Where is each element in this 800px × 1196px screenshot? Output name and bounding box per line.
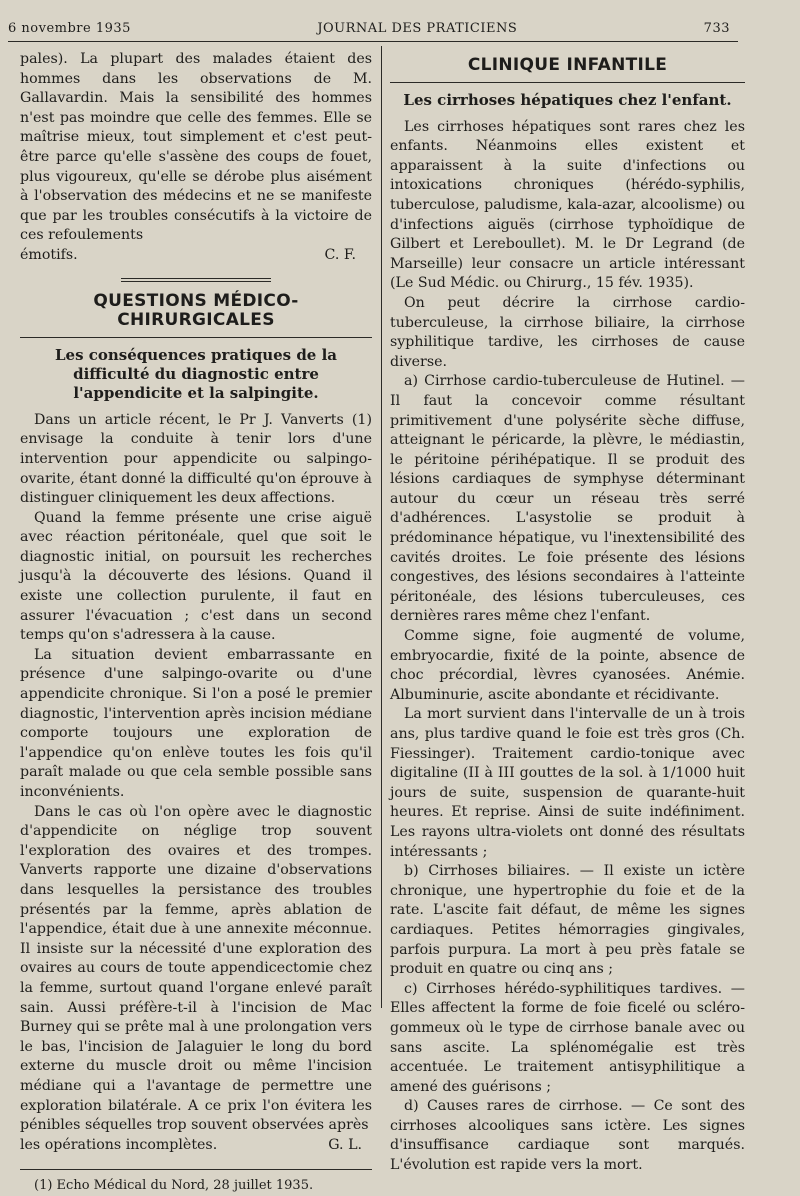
journal-name: JOURNAL DES PRATICIENS: [317, 20, 518, 36]
paragraph: Dans un article récent, le Pr J. Vanverts (1) envisage la conduite à tenir lors d'une intervention pour appendicite ou salpingo-ovarite, étant donné la difficulté qu'on éprouve à distinguer cliniquement les deux affections.: [20, 411, 372, 507]
right-column: [390, 50, 745, 1176]
page-number: 733: [703, 20, 730, 36]
paragraph: La situation devient embarrassante en présence d'une salpingo-ovarite ou d'une appendicite chronique. Si l'on a posé le premier diagnostic, l'intervention après incision médiane comporte toujours une exploration de l'appendice qu'on enlève toutes les fois qu'il paraît malade ou que cela semble possible sans inconvénients.: [20, 646, 372, 800]
intro-last-line: émotifs.: [20, 246, 78, 263]
section-title-questions: QUESTIONS MÉDICO-CHIRURGICALES: [93, 290, 299, 331]
paragraph: a) Cirrhose cardio-tuberculeuse de Hutinel. — Il faut la concevoir comme résultant primitivement d'une polysérite sèche diffuse, atteignant le péricarde, la plèvre, le médiastin, le péritoine périhépatique. Il se produit des lésions cardiaques de symphyse déterminant autour du cœur un réseau très serré d'adhérences. L'asystolie se produit à prédominance hépatique, vu l'inextensibilité des cavités droites. Le foie présente des lésions congestives, des lésions secondaires à l'atteinte péritonéale, des lésions tuberculeuses, ces dernières rares même chez l'enfant.: [390, 373, 745, 625]
article-closing-line: [20, 1136, 372, 1156]
paragraph: Les cirrhoses hépatiques sont rares chez les enfants. Néanmoins elles existent et apparaissent à la suite d'infections ou intoxications chroniques (hérédo-syphilis, tuberculose, paludisme, kala-azar, alcoolisme) ou d'infections aiguës (cirrhose typhoïdique de Gilbert et Lereboullet). M. le Dr Legrand (de Marseille) leur consacre un article intéressant (Le Sud Médic. ou Chirurg., 15 fév. 1935).: [390, 118, 745, 292]
signature: G. L.: [328, 1136, 362, 1153]
article-separator: [121, 278, 271, 282]
section-rule: [390, 82, 745, 83]
paragraph: Quand la femme présente une crise aiguë avec réaction péritonéale, quel que soit le diagnostic initial, on poursuit les recherches jusqu'à la découverte des lésions. Quand il existe une collection purulente, il faut en assurer l'évacuation ; c'est dans un second temps qu'on s'adressera à la cause.: [20, 509, 372, 644]
header-rule: [8, 41, 738, 42]
intro-paragraph: pales). La plupart des malades étaient des hommes dans les observations de M. Gallavardin. Mais la sensibilité des hommes n'est pas moindre que celle des femmes. Elle se maîtrise mieux, tout simplement et c'est peut-être parce qu'elle s'assène des coups de fouet, plus vigoureux, qu'elle se dérobe plus aisément à l'observation des médecins et ne se manifeste que par les troubles consécutifs à la victoire de ces refoulements: [20, 51, 372, 244]
left-column: [20, 50, 372, 1196]
article-title-appendicite: Les conséquences pratiques de la difficulté du diagnostic entre l'appendicite et la salpingite.: [55, 345, 337, 402]
paragraph: d) Causes rares de cirrhose. — Ce sont des cirrhoses alcooliques sans ictère. Les signes d'insuffisance cardiaque sont marqués. L'évolution est rapide vers la mort.: [390, 1098, 745, 1174]
intro-closing-line: [20, 246, 372, 266]
paragraph: c) Cirrhoses hérédo-syphilitiques tardives. — Elles affectent la forme de foie ficelé ou scléro-gommeux où le type de cirrhose banale avec ou sans ascite. La splénomégalie est très accentuée. Le traitement antisyphilitique a amené des guérisons ;: [390, 980, 745, 1095]
column-rule: [381, 46, 382, 1008]
paragraph: On peut décrire la cirrhose cardio-tuberculeuse, la cirrhose biliaire, la cirrhose syphilitique tardive, les cirrhoses de cause diverse.: [390, 294, 745, 370]
section-rule: [20, 337, 372, 338]
intro-signature: C. F.: [324, 246, 356, 263]
paragraph: Dans le cas où l'on opère avec le diagnostic d'appendicite on néglige trop souvent l'exploration des ovaires et des trompes. Vanverts rapporte une dizaine d'observations dans lesquelles la persistance des troubles présentés par la femme, après ablation de l'appendice, était due à une annexite méconnue. Il insiste sur la nécessité d'une exploration des ovaires au cours de toute appendicectomie chez la femme, surtout quand l'organe enlevé paraît sain. Aussi préfère-t-il à l'incision de Mac Burney qui se prête mal à une prolongation vers le bas, l'incision de Jalaguier le long du bord externe du muscle droit ou même l'incision médiane qui a l'avantage de permettre une exploration bilatérale. A ce prix l'on évitera les pénibles séquelles trop souvent observées après: [20, 803, 372, 1134]
footnote-rule: [20, 1169, 372, 1170]
last-line: les opérations incomplètes.: [20, 1136, 218, 1153]
paragraph: La mort survient dans l'intervalle de un à trois ans, plus tardive quand le foie est très gros (Ch. Fiessinger). Traitement cardio-tonique avec digitaline (II à III gouttes de la sol. à 1/1000 huit jours de suite, suspension de quarante-huit heures. Et reprise. Ainsi de suite indéfiniment. Les rayons ultra-violets ont donné des résultats intéressants ;: [390, 706, 745, 860]
paragraph: b) Cirrhoses biliaires. — Il existe un ictère chronique, une hypertrophie du foie et de la rate. L'ascite fait défaut, de même les signes cardiaques. Petites hémorragies gingivales, parfois purpura. La mort à peu près fatale se produit en quatre ou cinq ans ;: [390, 863, 745, 978]
running-header: [8, 16, 730, 40]
paragraph: Comme signe, foie augmenté de volume, embryocardie, fixité de la pointe, absence de choc précordial, lèvres cyanosées. Anémie. Albuminurie, ascite abondante et récidivante.: [390, 628, 745, 703]
issue-date: 6 novembre 1935: [8, 20, 131, 36]
section-title-clinique: CLINIQUE INFANTILE: [467, 55, 668, 75]
footnote: (1) Echo Médical du Nord, 28 juillet 1935.: [34, 1178, 314, 1194]
article-title-cirrhoses: Les cirrhoses hépatiques chez l'enfant.: [403, 90, 732, 109]
